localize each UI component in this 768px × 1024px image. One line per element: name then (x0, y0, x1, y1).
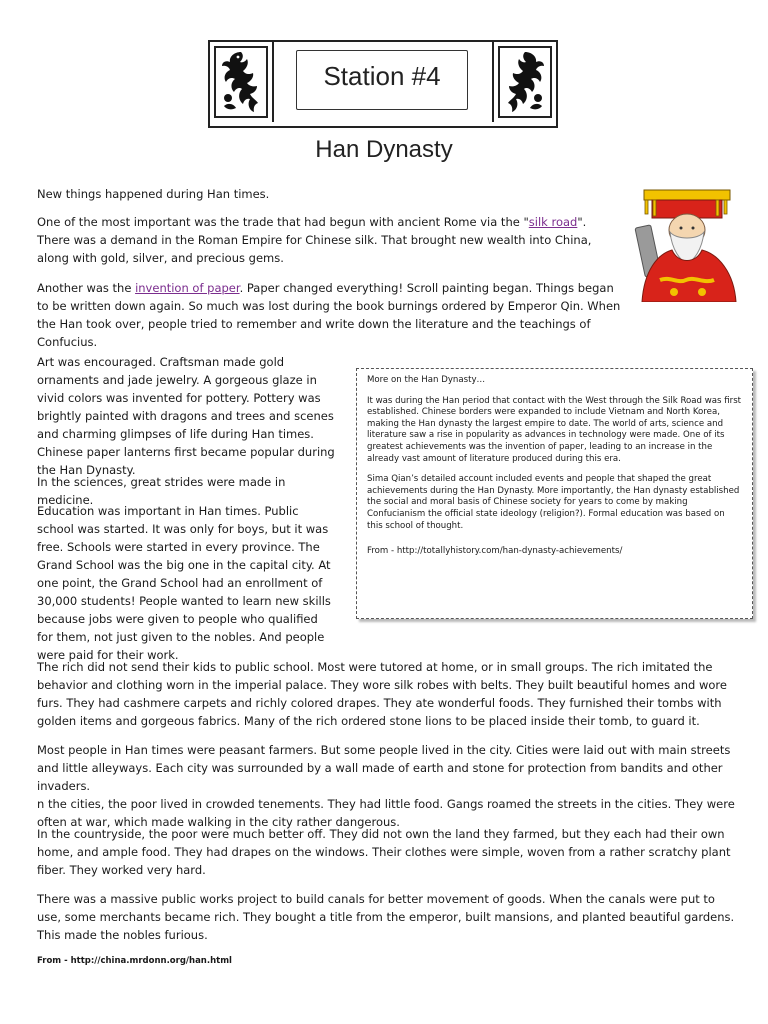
sidebar-paragraph: It was during the Han period that contact with the West through the Silk Road was first established. Chinese borders were expanded to include Vietnam and North Korea, making the Han dynasty the largest empire to date. The world of arts, science and literature saw a rise in popularity as advances in technology were made. One of its greatest achievements was the invention of paper, leading to an increase in the already vast amount of literature produced during this era. (367, 395, 742, 464)
sidebar-paragraph: Sima Qian’s detailed account included events and people that shaped the great achievements during the Han Dynasty. More importantly, the Han dynasty established the social and moral basis of Chinese society for years to come by making Confucianism the official state ideology (religion?). Formal education was based on this school of thought. (367, 474, 740, 531)
paragraph-countryside: In the countryside, the poor were much better off. They did not own the land they farmed, but they each had their own home, and ample food. They had drapes on the windows. Their clothes were simple, woven from a rather scratchy plant fiber. They worked very hard. (37, 827, 731, 877)
paragraph-peasants (37, 741, 737, 831)
emperor-illustration (630, 184, 742, 302)
paragraph-education: Education was important in Han times. Public school was started. It was only for boys, but it was free. Schools were started in every province. The Grand School was the big one in the capital city. At one point, the Grand School had an enrollment of 30,000 students! People wanted to learn new skills because jobs were given to people who qualified for them, not just given to the nobles. And people were paid for their work. (37, 504, 331, 662)
sidebar-box (356, 368, 753, 619)
paragraph-rich: The rich did not send their kids to public school. Most were tutored at home, or in small groups. The rich imitated the behavior and clothing worn in the imperial palace. They wore silk robes with belts. They built beautiful homes and wore furs. They had cashmere carpets and richly colored drapes. They ate wonderful foods. They furnished their tombs with golden items and gorgeous fabrics. Many of the rich ordered stone lions to be placed inside their tomb, to guard it. (37, 660, 727, 728)
dragon-icon (216, 48, 266, 116)
paragraph-text: . Paper changed everything! Scroll painting began. Things began to be written down again. So much was lost during the book burnings ordered by Emperor Qin. When the Han took over, people tried to remember and write down the literature and the teachings of Confucius. (37, 281, 621, 349)
paragraph-text: ". There was a demand in the Roman Empire for Chinese silk. That brought new wealth into China, along with gold, silver, and precious gems. (37, 215, 592, 265)
station-title: Station #4 (323, 61, 441, 91)
sidebar-heading: More on the Han Dynasty… (367, 375, 486, 385)
paragraph-paper (37, 279, 621, 351)
paragraph-text: Most people in Han times were peasant farmers. But some people lived in the city. Cities were laid out with main streets and little alleyways. Each city was surrounded by a wall made of earth and stone for protection from bandits and other invaders. (37, 743, 731, 793)
dragon-icon (500, 48, 550, 116)
paragraph-text: One of the most important was the trade that had begun with ancient Rome via the " (37, 215, 529, 229)
paragraph-silk-road (37, 213, 609, 267)
paragraph-text: n the cities, the poor lived in crowded tenements. They had little food. Gangs roamed the streets in the cities. They were often at war, which made walking in the city rather dangerous. (37, 797, 735, 829)
source-citation: From - http://china.mrdonn.org/han.html (37, 956, 232, 966)
station-banner (208, 40, 558, 128)
invention-of-paper-link[interactable]: invention of paper (135, 281, 240, 295)
paragraph-text: Another was the (37, 281, 136, 295)
silk-road-link[interactable]: silk road (528, 215, 578, 229)
banner-right-panel (492, 42, 556, 122)
paragraph-canals: There was a massive public works project to build canals for better movement of goods. When the canals were put to use, some merchants became rich. They bought a title from the emperor, built mansions, and planted beautiful gardens. This made the nobles furious. (37, 892, 735, 942)
sidebar-source: From - http://totallyhistory.com/han-dynasty-achievements/ (367, 546, 623, 557)
paragraph-art: Art was encouraged. Craftsman made gold ornaments and jade jewelry. A gorgeous glaze in vivid colors was invented for pottery. Pottery was brightly painted with dragons and trees and scenes and charming glimpses of life during Han times. Chinese paper lanterns first became popular during the Han Dynasty. (37, 355, 335, 477)
station-box (296, 50, 468, 110)
paragraph-intro: New things happened during Han times. (37, 187, 270, 201)
page-title: Han Dynasty (315, 136, 453, 163)
banner-left-panel (210, 42, 274, 122)
paragraph-sciences: In the sciences, great strides were made in medicine. (37, 475, 286, 507)
